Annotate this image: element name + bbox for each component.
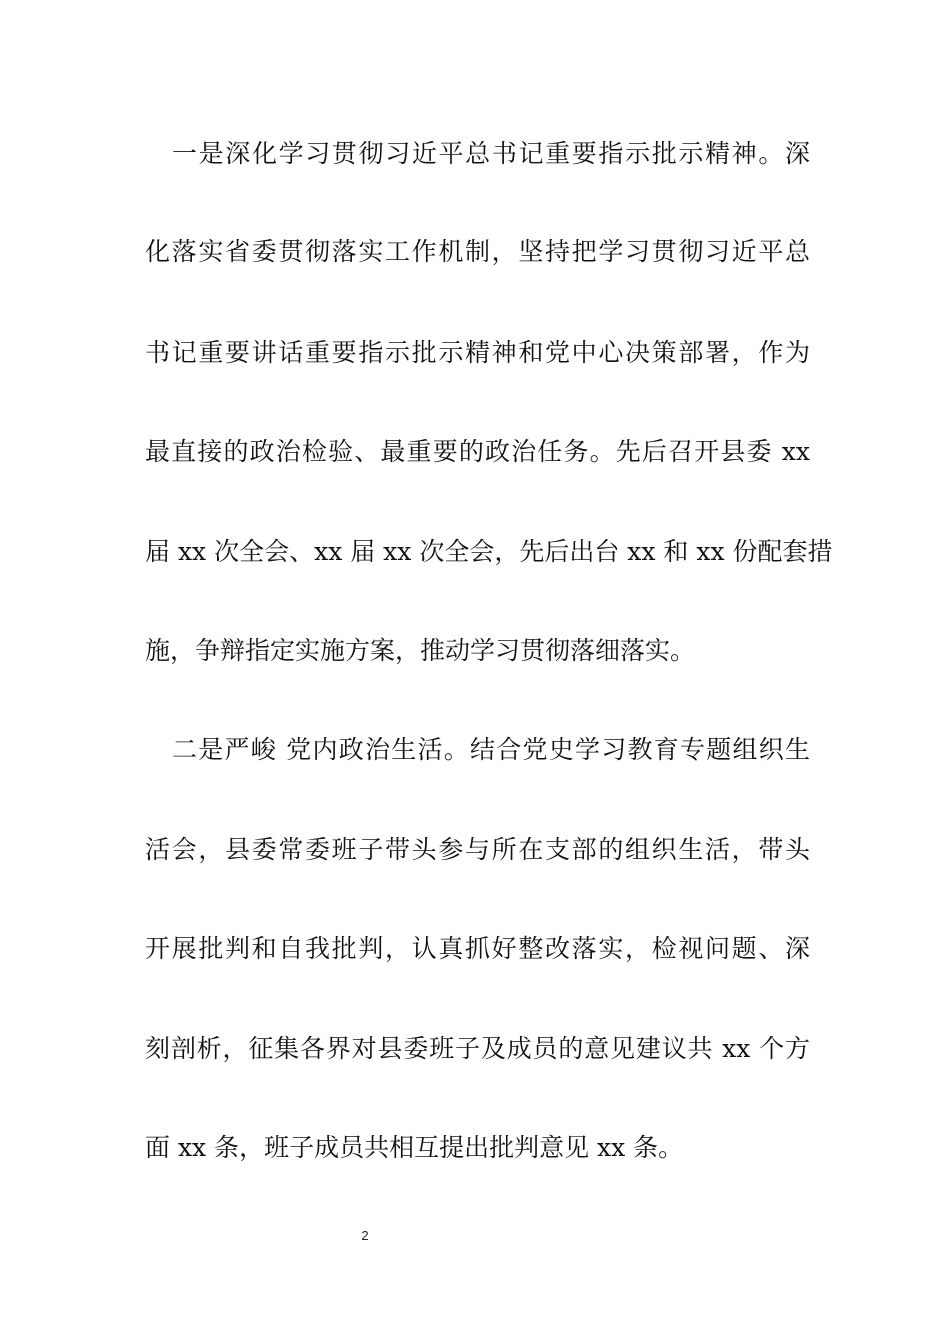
paragraph-1-line-6: 施，争辩指定实施方案，推动学习贯彻落细落实。 <box>145 636 696 665</box>
paragraph-2-line-4: 刻剖析，征集各界对县委班子及成员的意见建议共 xx 个方 <box>145 1034 810 1063</box>
paragraph-2-line-2: 活会，县委常委班子带头参与所在支部的组织生活，带头 <box>145 835 810 864</box>
paragraph-1-line-4: 最直接的政治检验、最重要的政治任务。先后召开县委 xx <box>145 437 810 466</box>
paragraph-2-line-5: 面 xx 条，班子成员共相互提出批判意见 xx 条。 <box>145 1133 684 1162</box>
paragraph-1-line-3: 书记重要讲话重要指示批示精神和党中心决策部署，作为 <box>145 338 810 367</box>
paragraph-2-line-1: 二是严峻 党内政治生活。结合党史学习教育专题组织生 <box>172 735 810 764</box>
paragraph-2-line-3: 开展批判和自我批判，认真抓好整改落实，检视问题、深 <box>145 934 810 963</box>
paragraph-1-line-2: 化落实省委贯彻落实工作机制，坚持把学习贯彻习近平总 <box>145 237 810 266</box>
paragraph-1-line-5: 届 xx 次全会、xx 届 xx 次全会，先后出台 xx 和 xx 份配套措 <box>145 537 833 566</box>
paragraph-1-line-1: 一是深化学习贯彻习近平总书记重要指示批示精神。深 <box>172 139 810 168</box>
page-number: 2 <box>361 1228 369 1243</box>
